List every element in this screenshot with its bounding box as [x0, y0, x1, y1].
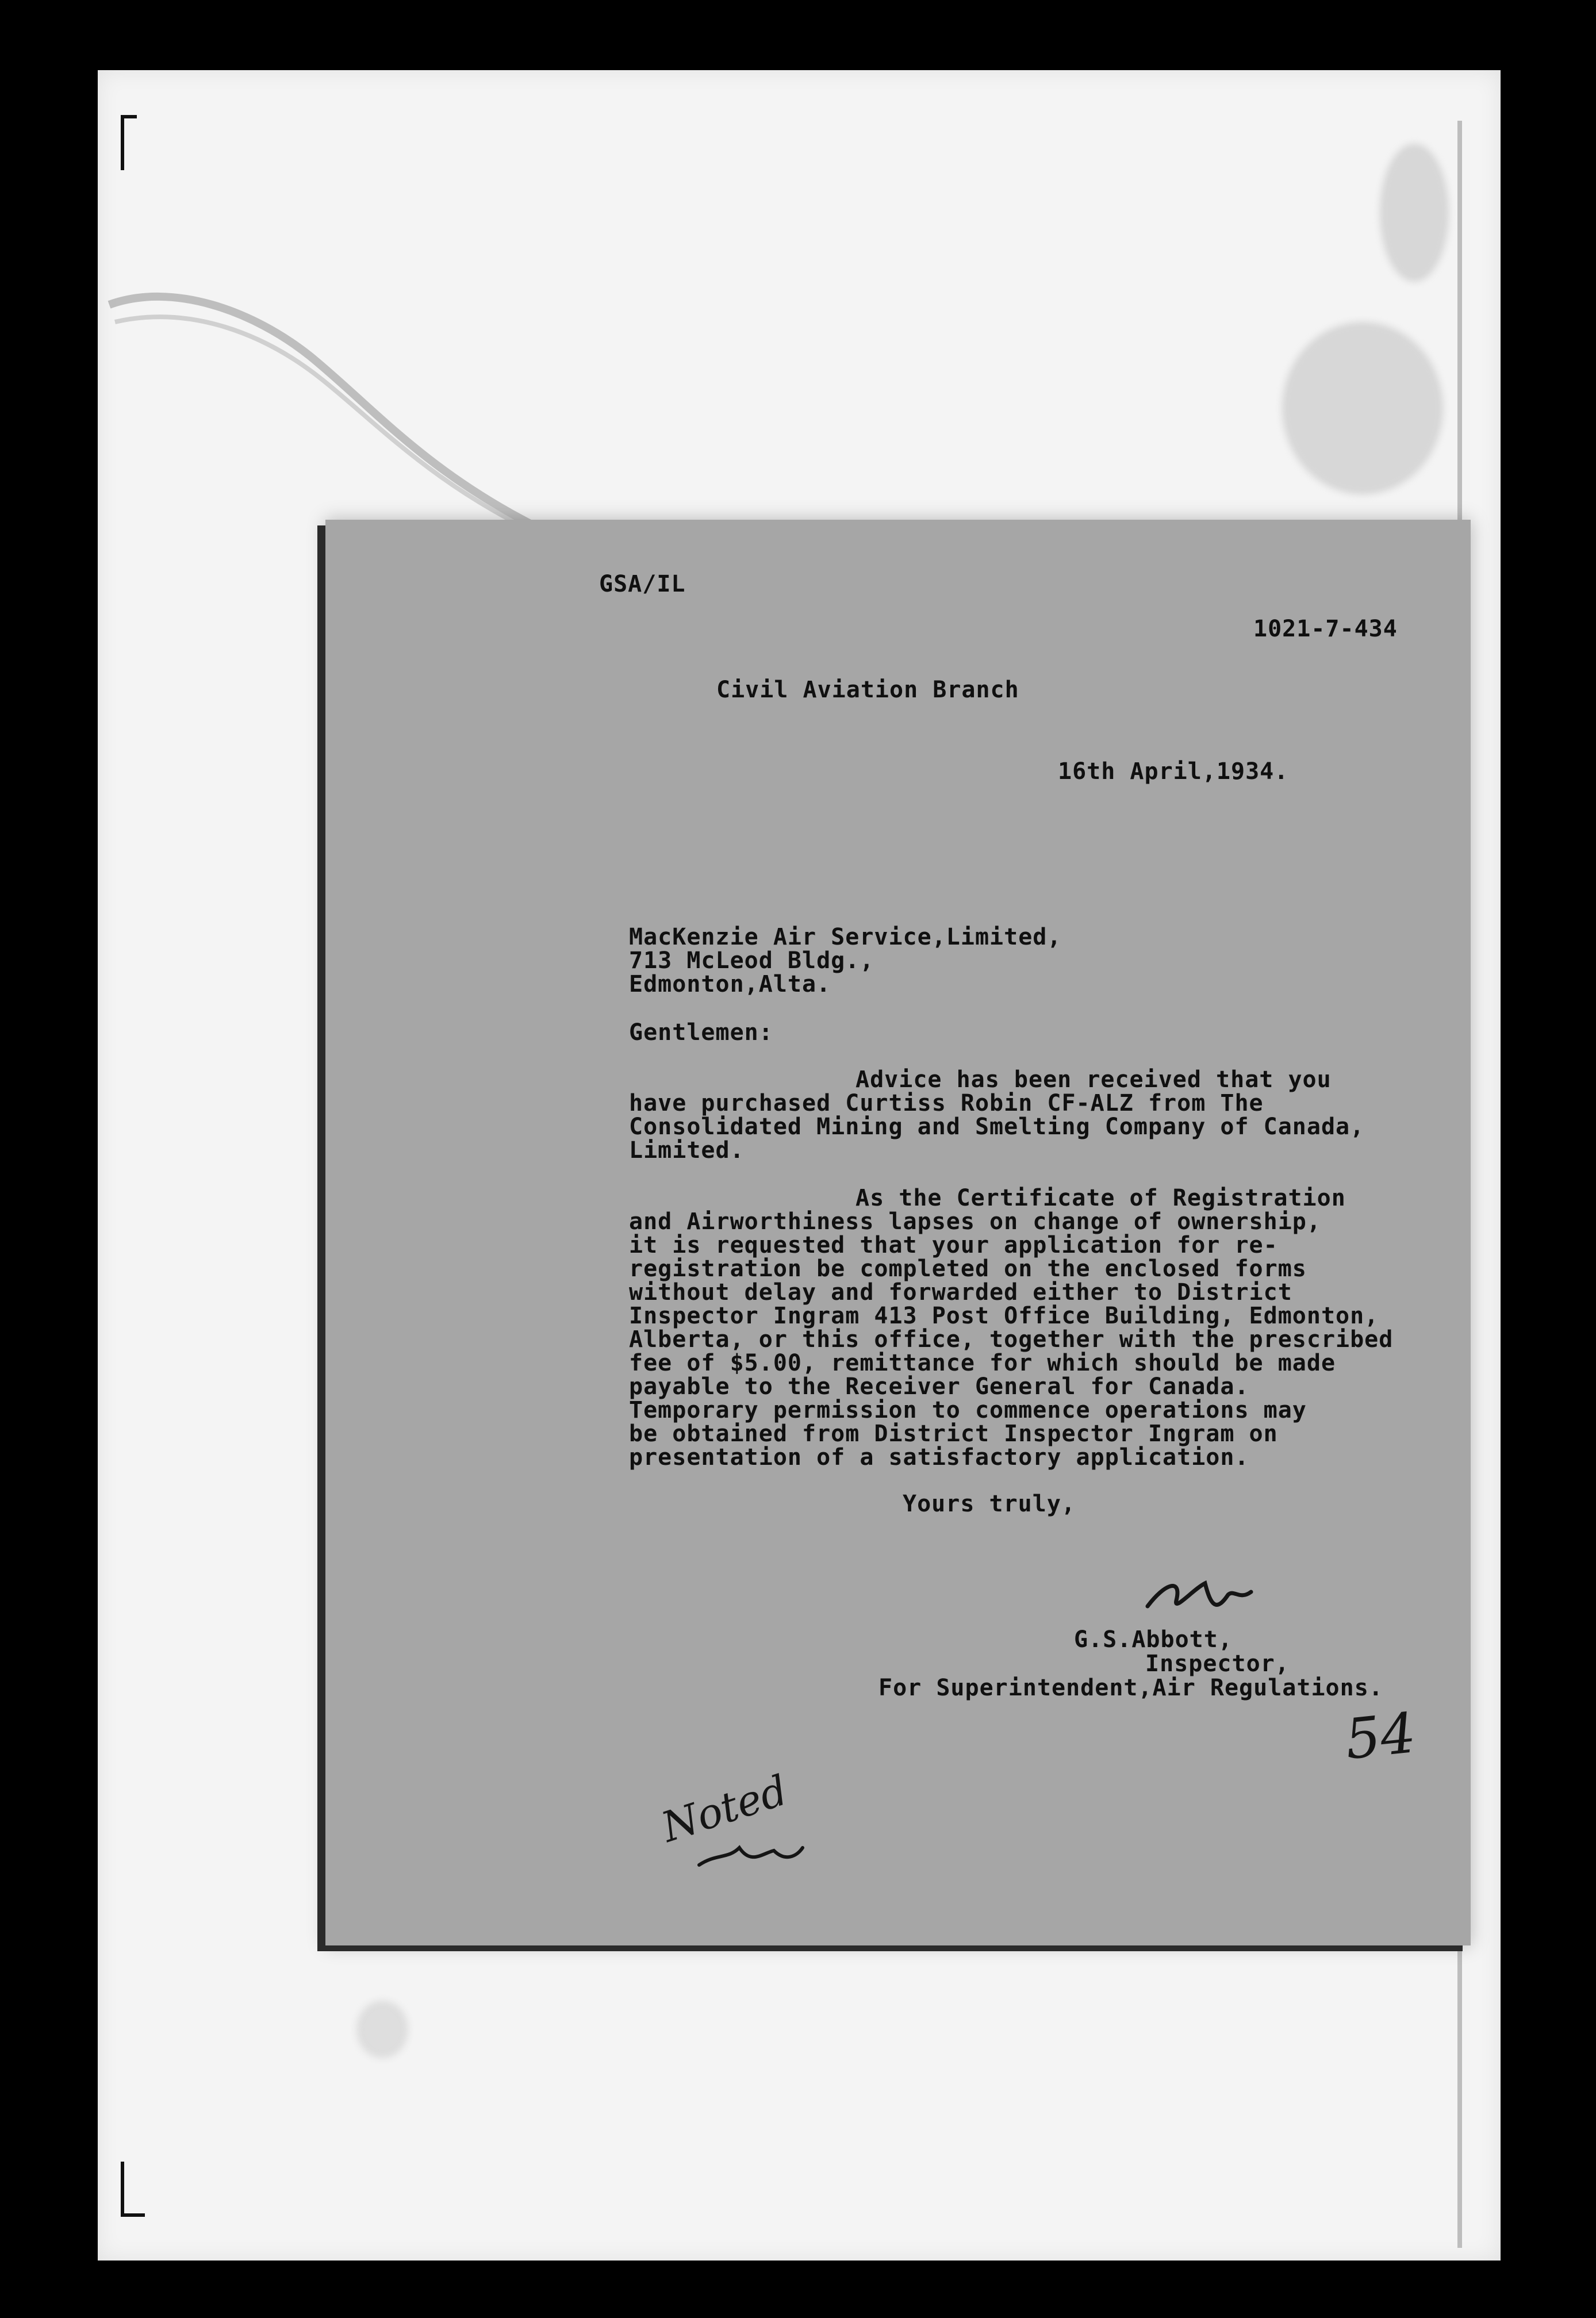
- paragraph-line: it is requested that your application for re-: [629, 1232, 1278, 1258]
- paragraph-line: fee of $5.00, remittance for which should be made: [629, 1350, 1336, 1376]
- paragraph-line: and Airworthiness lapses on change of ownership,: [629, 1208, 1321, 1235]
- paragraph-line: Consolidated Mining and Smelting Company of Canada,: [629, 1114, 1365, 1140]
- signature-initials: [1142, 1566, 1257, 1629]
- paragraph-line: Temporary permission to commence operations may: [629, 1397, 1307, 1423]
- water-stain: [1380, 144, 1449, 282]
- closing: Yours truly,: [903, 1491, 1076, 1517]
- paragraph-line: payable to the Receiver General for Canada.: [629, 1373, 1249, 1400]
- paragraph-line: As the Certificate of Registration: [855, 1185, 1346, 1211]
- paragraph-line: presentation of a satisfactory application.: [629, 1444, 1249, 1471]
- crop-mark-bottom-left: [121, 2162, 145, 2217]
- typed-letter: [325, 520, 1471, 1945]
- handwritten-page-number: 54: [1342, 1700, 1419, 1772]
- water-stain: [1282, 322, 1443, 494]
- paragraph-line: without delay and forwarded either to District: [629, 1279, 1292, 1306]
- reference-initials: GSA/IL: [599, 571, 686, 597]
- file-number: 1021-7-434: [1253, 616, 1398, 642]
- handwritten-note: Noted: [655, 1766, 793, 1852]
- handwritten-initials-mark: [693, 1830, 808, 1882]
- salutation: Gentlemen:: [629, 1019, 773, 1046]
- paragraph-line: Limited.: [629, 1137, 745, 1164]
- crop-mark-top-left: [121, 115, 137, 170]
- paragraph-line: registration be completed on the enclosed forms: [629, 1256, 1307, 1282]
- paragraph-line: have purchased Curtiss Robin CF-ALZ from The: [629, 1090, 1264, 1116]
- paragraph-line: Alberta, or this office, together with the prescribed: [629, 1326, 1394, 1353]
- letterhead-branch: Civil Aviation Branch: [716, 677, 1019, 703]
- paragraph-line: Inspector Ingram 413 Post Office Building, Edmonton,: [629, 1303, 1379, 1329]
- address-line: 713 McLeod Bldg.,: [629, 947, 874, 974]
- signatory-office: For Superintendent,Air Regulations.: [878, 1675, 1383, 1701]
- letter-date: 16th April,1934.: [1058, 758, 1289, 785]
- water-stain: [356, 2001, 408, 2058]
- signatory-title: Inspector,: [1145, 1651, 1290, 1677]
- address-line: Edmonton,Alta.: [629, 971, 831, 997]
- paper-tear: [103, 287, 586, 552]
- paragraph-line: Advice has been received that you: [855, 1066, 1332, 1093]
- address-line: MacKenzie Air Service,Limited,: [629, 924, 1062, 950]
- signatory-name: G.S.Abbott,: [1074, 1626, 1233, 1653]
- paragraph-line: be obtained from District Inspector Ingram on: [629, 1421, 1278, 1447]
